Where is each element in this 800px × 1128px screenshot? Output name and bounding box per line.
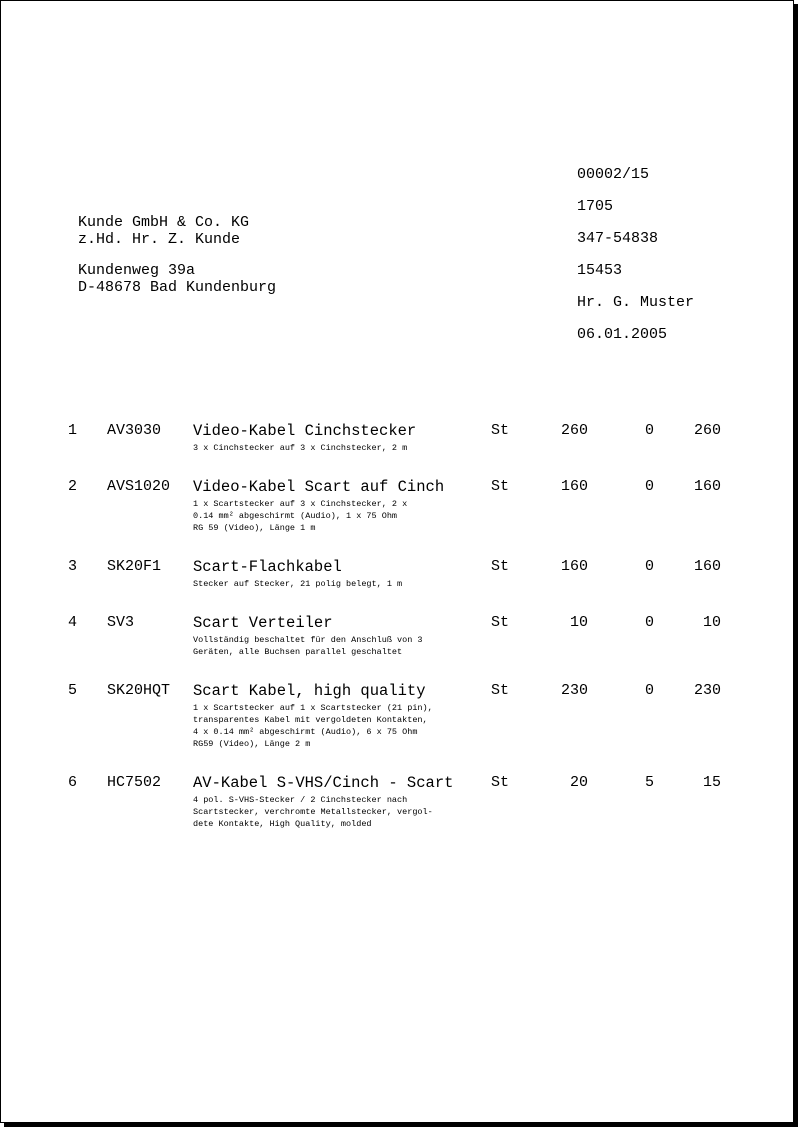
item-total: 15: [702, 774, 721, 791]
item-description: [193, 442, 483, 454]
item-title: Scart Verteiler: [193, 614, 333, 632]
item-unit: St: [491, 422, 510, 439]
item-description-line: Vollständig beschaltet für den Anschluß von 3: [193, 635, 423, 645]
meta-field-3: 347-54838: [577, 230, 659, 247]
item-description-line: 1 x Scartstecker auf 3 x Cinchstecker, 2 x: [193, 499, 408, 509]
item-description: [193, 702, 483, 750]
item-title: Scart Kabel, high quality: [193, 682, 426, 700]
item-title: Scart-Flachkabel: [193, 558, 342, 576]
item-article-number: HC7502: [107, 774, 162, 791]
document-date: 06.01.2005: [577, 326, 668, 343]
item-article-number: SK20HQT: [107, 682, 171, 699]
item-description: [193, 498, 483, 534]
item-quantity: 20: [569, 774, 588, 791]
item-total: 160: [693, 558, 721, 575]
item-position: 4: [68, 614, 78, 631]
item-total: 260: [693, 422, 721, 439]
recipient-attention: z.Hd. Hr. Z. Kunde: [78, 231, 241, 248]
item-article-number: AVS1020: [107, 478, 171, 495]
item-description-line: RG 59 (Video), Länge 1 m: [193, 523, 316, 533]
item-description-line: RG59 (Video), Länge 2 m: [193, 739, 311, 749]
item-article-number: SK20F1: [107, 558, 162, 575]
item-total: 230: [693, 682, 721, 699]
item-quantity: 160: [560, 558, 588, 575]
item-description-line: transparentes Kabel mit vergoldeten Kontakten,: [193, 715, 428, 725]
recipient-company: Kunde GmbH & Co. KG: [78, 214, 250, 231]
item-total: 10: [702, 614, 721, 631]
meta-field-4: 15453: [577, 262, 623, 279]
item-description-line: Scartstecker, verchromte Metallstecker, vergol-: [193, 807, 433, 817]
item-title: Video-Kabel Cinchstecker: [193, 422, 417, 440]
item-discount: 0: [644, 478, 654, 495]
item-description: [193, 794, 483, 830]
item-position: 2: [68, 478, 78, 495]
contact-person: Hr. G. Muster: [577, 294, 695, 311]
item-discount: 5: [644, 774, 654, 791]
item-position: 6: [68, 774, 78, 791]
item-unit: St: [491, 478, 510, 495]
item-description-line: 4 pol. S-VHS-Stecker / 2 Cinchstecker nach: [193, 795, 408, 805]
item-quantity: 260: [560, 422, 588, 439]
item-discount: 0: [644, 682, 654, 699]
item-total: 160: [693, 478, 721, 495]
item-quantity: 160: [560, 478, 588, 495]
recipient-city: D-48678 Bad Kundenburg: [78, 279, 277, 296]
item-discount: 0: [644, 558, 654, 575]
item-description-line: Stecker auf Stecker, 21 polig belegt, 1 m: [193, 579, 403, 589]
meta-field-2: 1705: [577, 198, 614, 215]
item-unit: St: [491, 614, 510, 631]
item-description-line: Geräten, alle Buchsen parallel geschaltet: [193, 647, 403, 657]
item-position: 3: [68, 558, 78, 575]
item-unit: St: [491, 558, 510, 575]
item-description-line: 4 x 0.14 mm² abgeschirmt (Audio), 6 x 75 Ohm: [193, 727, 418, 737]
recipient-street: Kundenweg 39a: [78, 262, 196, 279]
item-description: [193, 578, 483, 590]
item-description-line: 0.14 mm² abgeschirmt (Audio), 1 x 75 Ohm: [193, 511, 398, 521]
item-discount: 0: [644, 614, 654, 631]
item-article-number: AV3030: [107, 422, 162, 439]
item-title: Video-Kabel Scart auf Cinch: [193, 478, 445, 496]
item-quantity: 10: [569, 614, 588, 631]
item-unit: St: [491, 774, 510, 791]
item-description-line: 3 x Cinchstecker auf 3 x Cinchstecker, 2 m: [193, 443, 408, 453]
item-quantity: 230: [560, 682, 588, 699]
item-title: AV-Kabel S-VHS/Cinch - Scart: [193, 774, 454, 792]
document-number: 00002/15: [577, 166, 650, 183]
item-description: [193, 634, 483, 658]
item-article-number: SV3: [107, 614, 135, 631]
item-position: 1: [68, 422, 78, 439]
item-position: 5: [68, 682, 78, 699]
item-description-line: 1 x Scartstecker auf 1 x Scartstecker (21 pin),: [193, 703, 433, 713]
item-discount: 0: [644, 422, 654, 439]
item-unit: St: [491, 682, 510, 699]
item-description-line: dete Kontakte, High Quality, molded: [193, 819, 372, 829]
